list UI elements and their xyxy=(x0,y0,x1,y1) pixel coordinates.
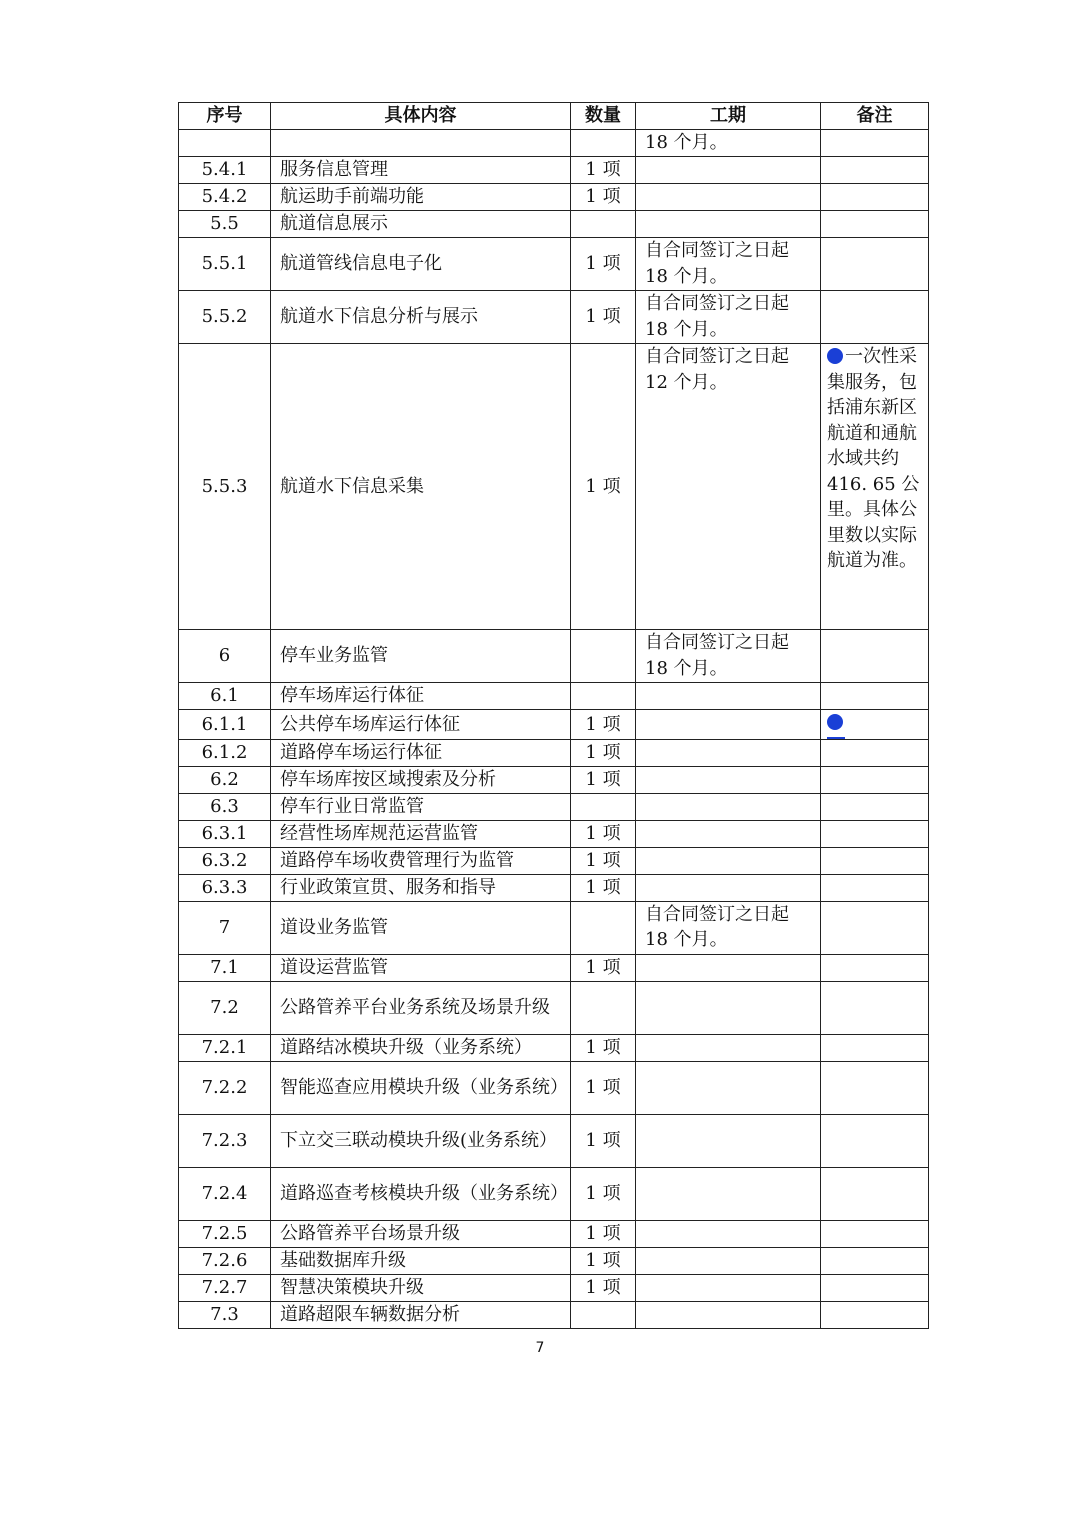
quantity-cell: 1 项 xyxy=(571,1114,636,1167)
serial-cell: 6 xyxy=(179,630,271,683)
table-row xyxy=(179,981,929,1034)
content-cell: 服务信息管理 xyxy=(271,157,571,184)
serial-cell: 6.3.2 xyxy=(179,847,271,874)
serial-cell: 6.3.1 xyxy=(179,820,271,847)
quantity-cell: 1 项 xyxy=(571,1034,636,1061)
note-cell xyxy=(821,238,929,291)
content-cell: 道路停车场收费管理行为监管 xyxy=(271,847,571,874)
serial-cell: 5.5 xyxy=(179,211,271,238)
quantity-cell: 1 项 xyxy=(571,820,636,847)
note-cell xyxy=(821,847,929,874)
header-content: 具体内容 xyxy=(271,103,571,130)
quantity-cell xyxy=(571,211,636,238)
table-row xyxy=(179,130,929,157)
header-period: 工期 xyxy=(636,103,821,130)
note-cell xyxy=(821,820,929,847)
note-cell xyxy=(821,1061,929,1114)
serial-cell: 7.2.4 xyxy=(179,1167,271,1220)
content-cell: 航道信息展示 xyxy=(271,211,571,238)
quantity-cell xyxy=(571,1301,636,1328)
note-text: 一次性采集服务，包括浦东新区航道和通航水域共约 416. 65 公里。具体公里数以实际航道为准。 xyxy=(827,346,920,571)
note-cell xyxy=(821,874,929,901)
content-cell: 基础数据库升级 xyxy=(271,1247,571,1274)
content-cell: 经营性场库规范运营监管 xyxy=(271,820,571,847)
note-cell xyxy=(821,1220,929,1247)
content-cell: 航道管线信息电子化 xyxy=(271,238,571,291)
note-cell xyxy=(821,184,929,211)
note-cell xyxy=(821,291,929,344)
serial-cell: 5.5.3 xyxy=(179,344,271,630)
period-cell: 18 个月。 xyxy=(636,130,821,157)
period-cell xyxy=(636,683,821,710)
period-cell xyxy=(636,710,821,740)
period-cell xyxy=(636,1247,821,1274)
content-cell: 停车场库按区域搜索及分析 xyxy=(271,766,571,793)
note-cell xyxy=(821,981,929,1034)
note-cell xyxy=(821,344,929,630)
content-cell: 道路停车场运行体征 xyxy=(271,739,571,766)
period-cell: 自合同签订之日起18 个月。 xyxy=(636,630,821,683)
serial-cell: 7.2.7 xyxy=(179,1274,271,1301)
table-row xyxy=(179,683,929,710)
note-cell xyxy=(821,630,929,683)
serial-cell: 7 xyxy=(179,901,271,954)
period-cell xyxy=(636,739,821,766)
table-row xyxy=(179,820,929,847)
table-row xyxy=(179,710,929,740)
quantity-cell xyxy=(571,793,636,820)
note-cell xyxy=(821,793,929,820)
table-row xyxy=(179,766,929,793)
serial-cell: 6.3 xyxy=(179,793,271,820)
table-row xyxy=(179,874,929,901)
content-cell: 停车行业日常监管 xyxy=(271,793,571,820)
serial-cell xyxy=(179,130,271,157)
note-cell xyxy=(821,901,929,954)
quantity-cell: 1 项 xyxy=(571,739,636,766)
note-cell xyxy=(821,766,929,793)
serial-cell: 7.2.2 xyxy=(179,1061,271,1114)
table-row xyxy=(179,1061,929,1114)
content-cell xyxy=(271,130,571,157)
table-row xyxy=(179,1274,929,1301)
note-cell xyxy=(821,1247,929,1274)
period-cell: 自合同签订之日起18 个月。 xyxy=(636,238,821,291)
period-cell xyxy=(636,1114,821,1167)
header-note: 备注 xyxy=(821,103,929,130)
table-header-row xyxy=(179,103,929,130)
period-cell xyxy=(636,793,821,820)
content-cell: 航道水下信息分析与展示 xyxy=(271,291,571,344)
content-cell: 行业政策宣贯、服务和指导 xyxy=(271,874,571,901)
serial-cell: 6.1 xyxy=(179,683,271,710)
note-cell xyxy=(821,1167,929,1220)
content-cell: 道设运营监管 xyxy=(271,954,571,981)
period-cell xyxy=(636,1301,821,1328)
content-cell: 公路管养平台业务系统及场景升级 xyxy=(271,981,571,1034)
bullet-link-icon[interactable] xyxy=(827,710,845,739)
table-row xyxy=(179,1034,929,1061)
table-row xyxy=(179,1167,929,1220)
serial-cell: 7.2 xyxy=(179,981,271,1034)
quantity-cell: 1 项 xyxy=(571,184,636,211)
content-cell: 智能巡查应用模块升级（业务系统） xyxy=(271,1061,571,1114)
table-row xyxy=(179,1301,929,1328)
quantity-cell xyxy=(571,130,636,157)
quantity-cell: 1 项 xyxy=(571,847,636,874)
period-cell: 自合同签订之日起18 个月。 xyxy=(636,901,821,954)
table-row xyxy=(179,847,929,874)
serial-cell: 6.1.1 xyxy=(179,710,271,740)
quantity-cell: 1 项 xyxy=(571,344,636,630)
content-cell: 公共停车场库运行体征 xyxy=(271,710,571,740)
content-cell: 道路巡查考核模块升级（业务系统） xyxy=(271,1167,571,1220)
bullet-dot-icon xyxy=(827,348,843,364)
serial-cell: 7.2.1 xyxy=(179,1034,271,1061)
note-cell xyxy=(821,1274,929,1301)
serial-cell: 5.4.2 xyxy=(179,184,271,211)
period-cell xyxy=(636,211,821,238)
quantity-cell: 1 项 xyxy=(571,157,636,184)
table-row xyxy=(179,630,929,683)
serial-cell: 5.5.2 xyxy=(179,291,271,344)
quantity-cell: 1 项 xyxy=(571,1061,636,1114)
quantity-cell xyxy=(571,683,636,710)
period-cell xyxy=(636,1167,821,1220)
quantity-cell: 1 项 xyxy=(571,1220,636,1247)
period-cell xyxy=(636,766,821,793)
serial-cell: 7.2.6 xyxy=(179,1247,271,1274)
table-row xyxy=(179,238,929,291)
period-cell: 自合同签订之日起12 个月。 xyxy=(636,344,821,630)
content-cell: 道路超限车辆数据分析 xyxy=(271,1301,571,1328)
serial-cell: 5.4.1 xyxy=(179,157,271,184)
period-cell xyxy=(636,1061,821,1114)
table-row xyxy=(179,739,929,766)
quantity-cell: 1 项 xyxy=(571,1247,636,1274)
quantity-cell: 1 项 xyxy=(571,291,636,344)
quantity-cell xyxy=(571,630,636,683)
period-cell xyxy=(636,1034,821,1061)
serial-cell: 6.1.2 xyxy=(179,739,271,766)
table-row xyxy=(179,211,929,238)
serial-cell: 6.3.3 xyxy=(179,874,271,901)
header-quantity: 数量 xyxy=(571,103,636,130)
spec-table xyxy=(178,102,929,1329)
table-row xyxy=(179,954,929,981)
period-cell xyxy=(636,1220,821,1247)
content-cell: 公路管养平台场景升级 xyxy=(271,1220,571,1247)
note-cell xyxy=(821,1301,929,1328)
bullet-dot-icon xyxy=(827,714,843,730)
serial-cell: 5.5.1 xyxy=(179,238,271,291)
period-cell xyxy=(636,874,821,901)
table-row xyxy=(179,1220,929,1247)
note-cell xyxy=(821,739,929,766)
note-cell xyxy=(821,954,929,981)
page-number: 7 xyxy=(535,1340,545,1356)
serial-cell: 7.2.5 xyxy=(179,1220,271,1247)
quantity-cell: 1 项 xyxy=(571,954,636,981)
table-row xyxy=(179,291,929,344)
table-row xyxy=(179,157,929,184)
content-cell: 航道水下信息采集 xyxy=(271,344,571,630)
quantity-cell: 1 项 xyxy=(571,766,636,793)
table-row xyxy=(179,184,929,211)
note-cell xyxy=(821,157,929,184)
header-serial: 序号 xyxy=(179,103,271,130)
note-cell xyxy=(821,130,929,157)
period-cell xyxy=(636,954,821,981)
content-cell: 智慧决策模块升级 xyxy=(271,1274,571,1301)
note-cell xyxy=(821,211,929,238)
table-row xyxy=(179,901,929,954)
note-cell xyxy=(821,710,929,740)
content-cell: 道路结冰模块升级（业务系统） xyxy=(271,1034,571,1061)
quantity-cell: 1 项 xyxy=(571,874,636,901)
period-cell xyxy=(636,184,821,211)
table-row xyxy=(179,793,929,820)
quantity-cell: 1 项 xyxy=(571,1274,636,1301)
content-cell: 停车场库运行体征 xyxy=(271,683,571,710)
period-cell xyxy=(636,1274,821,1301)
content-cell: 航运助手前端功能 xyxy=(271,184,571,211)
serial-cell: 7.3 xyxy=(179,1301,271,1328)
serial-cell: 7.1 xyxy=(179,954,271,981)
period-cell xyxy=(636,847,821,874)
serial-cell: 7.2.3 xyxy=(179,1114,271,1167)
table-row xyxy=(179,344,929,630)
note-cell xyxy=(821,1034,929,1061)
table-row xyxy=(179,1114,929,1167)
note-cell xyxy=(821,683,929,710)
quantity-cell: 1 项 xyxy=(571,238,636,291)
content-cell: 道设业务监管 xyxy=(271,901,571,954)
note-cell xyxy=(821,1114,929,1167)
content-cell: 下立交三联动模块升级(业务系统） xyxy=(271,1114,571,1167)
quantity-cell xyxy=(571,901,636,954)
content-cell: 停车业务监管 xyxy=(271,630,571,683)
period-cell: 自合同签订之日起18 个月。 xyxy=(636,291,821,344)
serial-cell: 6.2 xyxy=(179,766,271,793)
period-cell xyxy=(636,981,821,1034)
period-cell xyxy=(636,820,821,847)
period-cell xyxy=(636,157,821,184)
quantity-cell: 1 项 xyxy=(571,710,636,740)
quantity-cell: 1 项 xyxy=(571,1167,636,1220)
quantity-cell xyxy=(571,981,636,1034)
table-row xyxy=(179,1247,929,1274)
